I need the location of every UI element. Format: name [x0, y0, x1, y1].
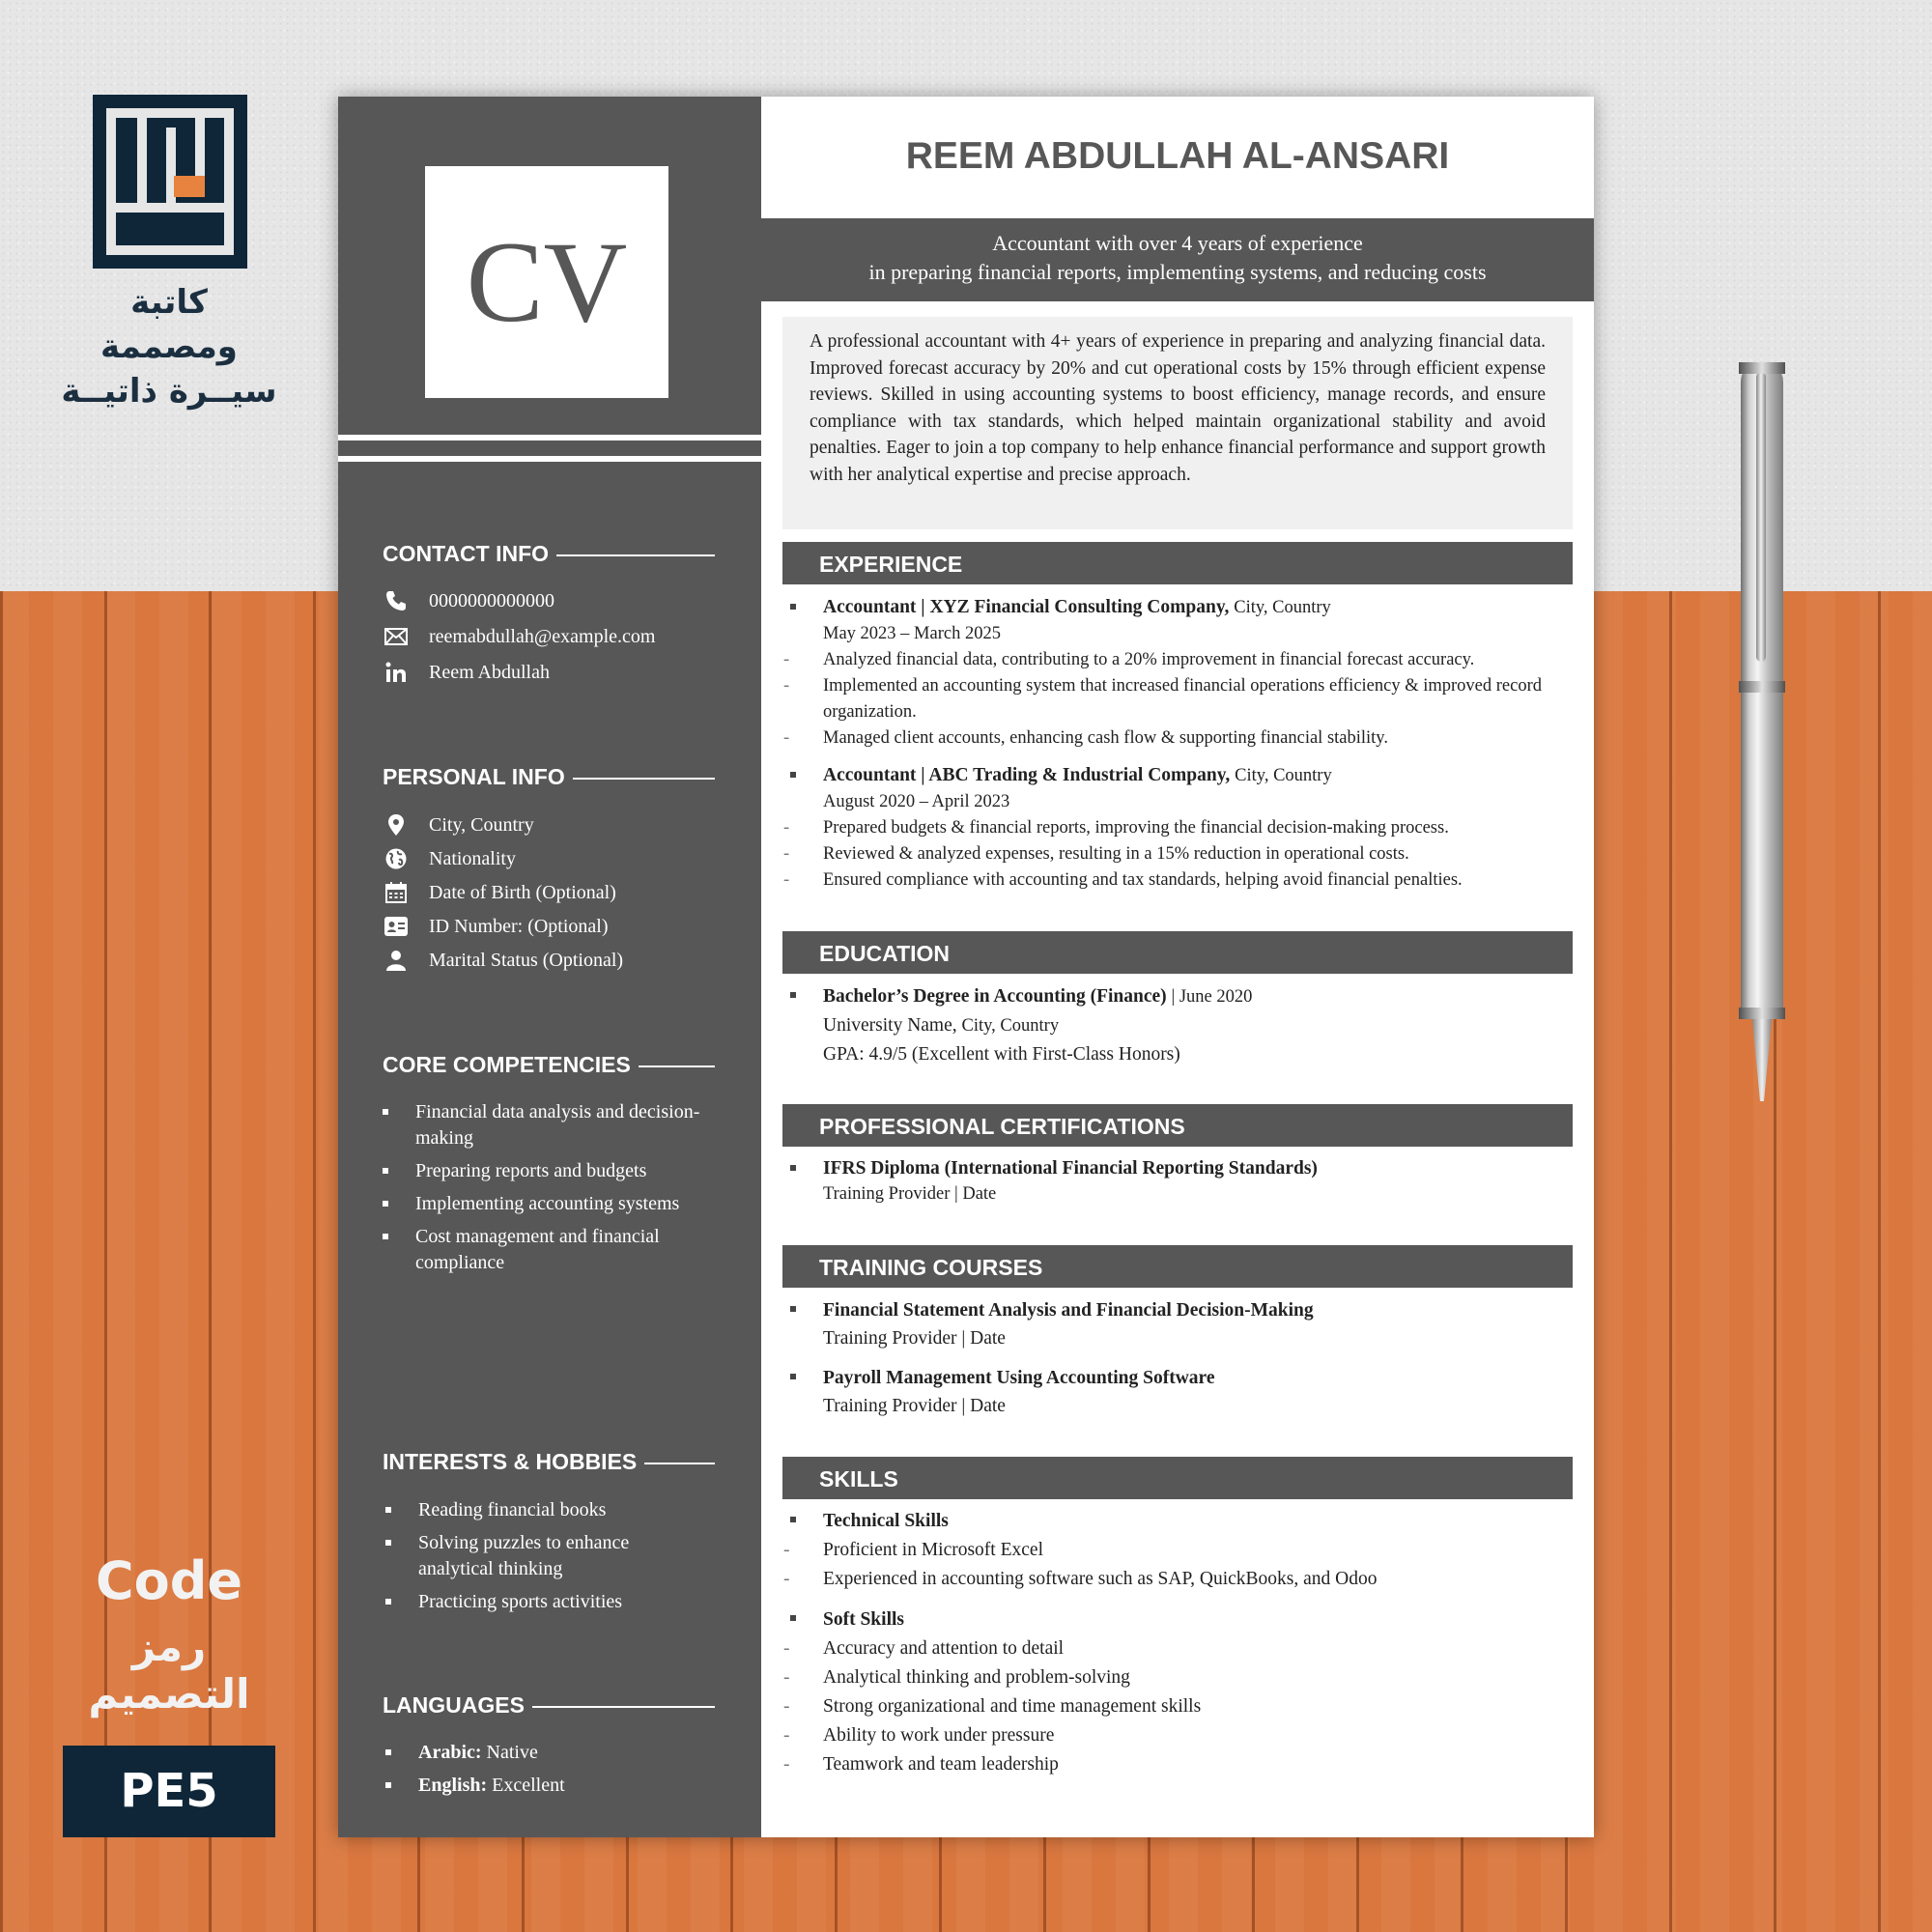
design-code-label-ar: رمز التصميم — [88, 1623, 250, 1718]
hobbies-list — [380, 1497, 708, 1622]
brand-logo — [93, 95, 247, 269]
pen-image — [1739, 362, 1787, 1106]
certification-entry: IFRS Diploma (International Financial Reporting Standards) Training Provider | Date — [782, 1155, 1573, 1208]
experience-heading: EXPERIENCE — [782, 542, 1573, 584]
skills-technical: Technical Skills - Proficient in Microsoft Excel - Experienced in accounting software such as SAP, QuickBooks, and Odoo — [782, 1507, 1573, 1594]
id-card-icon — [384, 915, 408, 938]
brand-line-2: سيــرة ذاتيــة — [61, 372, 277, 411]
person-icon — [384, 949, 408, 972]
list-item: Arabic: Native — [380, 1740, 708, 1766]
cv-badge: CV — [425, 166, 668, 398]
personal-dob: Date of Birth (Optional) — [384, 881, 616, 904]
list-item: Practicing sports activities — [380, 1589, 708, 1615]
calendar-icon — [384, 881, 408, 904]
certifications-heading: PROFESSIONAL CERTIFICATIONS — [782, 1104, 1573, 1147]
list-item: Reading financial books — [380, 1497, 708, 1523]
resume-sidebar — [338, 97, 761, 1837]
languages-title: LANGUAGES — [383, 1692, 715, 1719]
skills-heading: SKILLS — [782, 1457, 1573, 1499]
list-item: Cost management and financial compliance — [377, 1224, 705, 1276]
resume-name: REEM ABDULLAH AL-ANSARI — [905, 135, 1450, 177]
contact-title: CONTACT INFO — [383, 541, 715, 567]
divider — [338, 435, 761, 440]
job-entry: Accountant | ABC Trading & Industrial Company, City, Country August 2020 – April 2023 - Prepared budgets & financial reports, improving the financial decision-making process. - Reviewed & analyzed expenses, resulting in a 15% reduction in operational costs. - Ensured compliance with accounting and tax standards, helping avoid financial penalties. — [782, 762, 1573, 894]
brand-line-1: كاتبة ومصممة — [100, 283, 238, 366]
contact-email: reemabdullah@example.com — [384, 625, 655, 648]
skills-soft: Soft Skills - Accuracy and attention to detail - Analytical thinking and problem-solving - Strong organizational and time management skills - Ability to work under pressure - Teamwork and team leadership — [782, 1605, 1573, 1779]
mail-icon — [384, 625, 408, 648]
list-item: Financial data analysis and decision-making — [377, 1099, 705, 1151]
competencies-list — [377, 1099, 705, 1283]
training-entry: Financial Statement Analysis and Financial Decision-Making Training Provider | Date — [782, 1296, 1573, 1352]
hobbies-title: INTERESTS & HOBBIES — [383, 1449, 715, 1475]
contact-linkedin: Reem Abdullah — [384, 661, 550, 684]
phone-icon — [384, 589, 408, 612]
competencies-title: CORE COMPETENCIES — [383, 1052, 715, 1078]
training-entry: Payroll Management Using Accounting Software Training Provider | Date — [782, 1364, 1573, 1420]
design-code-label: Code — [95, 1550, 242, 1611]
languages-list — [380, 1740, 708, 1805]
location-pin-icon — [384, 813, 408, 837]
list-item: English: Excellent — [380, 1773, 708, 1799]
divider — [338, 456, 761, 462]
education-heading: EDUCATION — [782, 931, 1573, 974]
personal-location: City, Country — [384, 813, 534, 837]
personal-title: PERSONAL INFO — [383, 764, 715, 790]
resume-summary: A professional accountant with 4+ years of experience in preparing and analyzing financial data. Improved forecast accuracy by 20% and cut operational costs by 15% through efficient expense reviews. Skilled in using accounting systems to boost efficiency, manage records, and ensure compliance with tax standards, which helped maintain organizational stability and avoid penalties. Eager to join a top company to help enhance financial performance and support growth with her analytical expertise and precise approach. — [782, 317, 1573, 529]
education-entry: Bachelor’s Degree in Accounting (Finance) | June 2020 University Name, City, Country GPA: 4.9/5 (Excellent with First-Class Honors) — [782, 982, 1573, 1068]
personal-marital: Marital Status (Optional) — [384, 949, 623, 972]
training-heading: TRAINING COURSES — [782, 1245, 1573, 1288]
brand-text — [58, 280, 280, 413]
globe-icon — [384, 847, 408, 870]
list-item: Preparing reports and budgets — [377, 1158, 705, 1184]
resume-page — [338, 97, 1594, 1837]
contact-phone: 0000000000000 — [384, 589, 554, 612]
design-code-badge: PE5 — [63, 1746, 275, 1837]
personal-id: ID Number: (Optional) — [384, 915, 609, 938]
linkedin-icon — [384, 661, 408, 684]
resume-tagline: Accountant with over 4 years of experience in preparing financial reports, implementing systems, and reducing costs — [761, 218, 1594, 301]
logo-mark-icon — [106, 108, 234, 255]
personal-nationality: Nationality — [384, 847, 516, 870]
list-item: Implementing accounting systems — [377, 1191, 705, 1217]
job-entry: Accountant | XYZ Financial Consulting Company, City, Country May 2023 – March 2025 - Analyzed financial data, contributing to a 20% improvement in financial forecast accuracy. - Implemented an accounting system that increased financial operations efficiency & improved record organization. - Managed client accounts, enhancing cash flow & supporting financial stability. — [782, 594, 1573, 752]
list-item: Solving puzzles to enhance analytical thinking — [380, 1530, 708, 1582]
